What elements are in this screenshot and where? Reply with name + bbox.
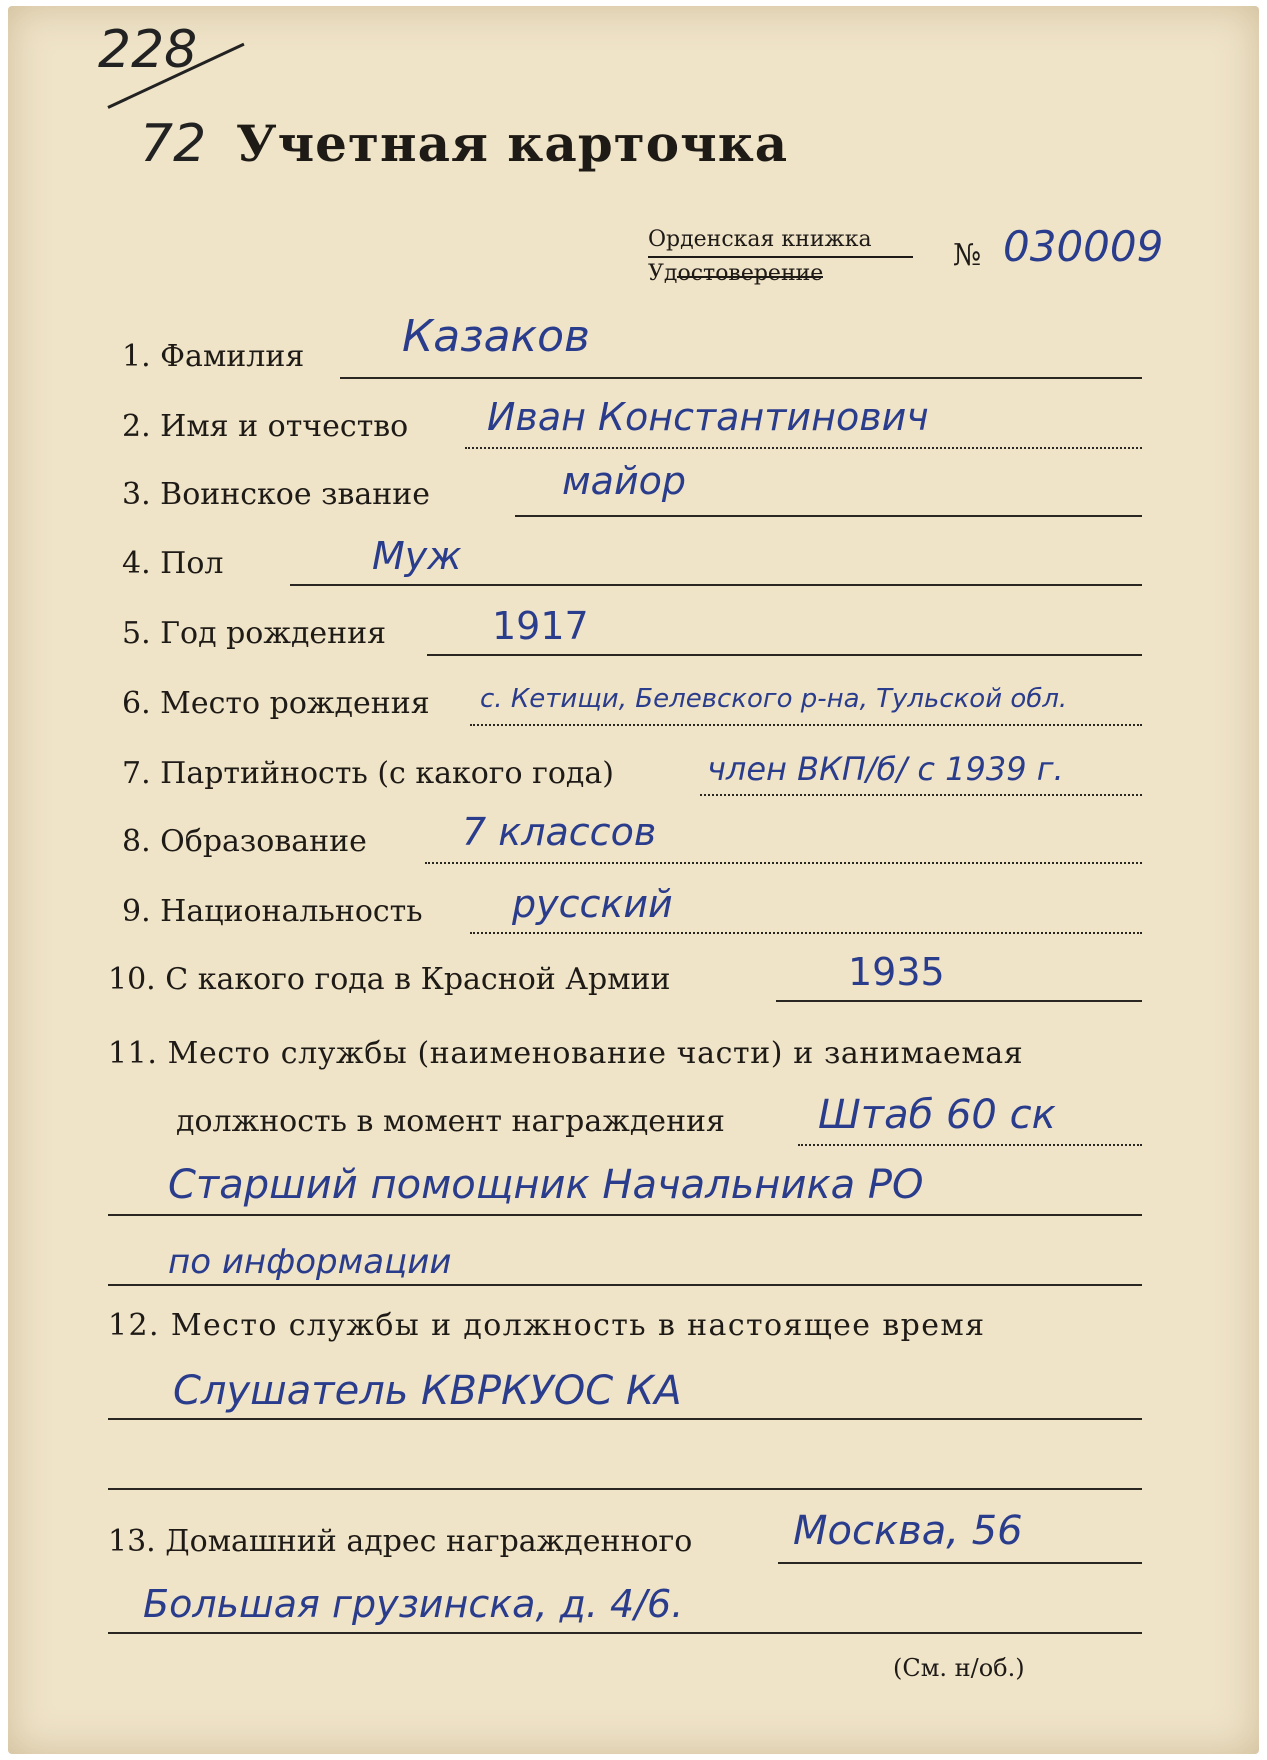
field-line xyxy=(515,515,1142,517)
field11-value-line3: по информации xyxy=(168,1242,452,1282)
field-line xyxy=(340,377,1142,379)
field12-label: 12. Место службы и должность в настоящее время xyxy=(108,1308,986,1343)
field-line xyxy=(470,724,1142,726)
field-line xyxy=(700,794,1142,796)
field-line xyxy=(427,654,1142,656)
field-party: 7. Партийность (с какого года) член ВКП/б/ с 1939 г. xyxy=(122,748,1142,808)
field-line xyxy=(425,862,1142,864)
field-army-since: 10. С какого года в Красной Армии 1935 xyxy=(108,954,1142,1014)
card-title: Учетная карточка xyxy=(236,114,789,173)
corner-number-bottom: 72 xyxy=(140,114,207,174)
field-value: 1935 xyxy=(848,950,945,994)
field-value: 1917 xyxy=(492,604,589,648)
field11-line3 xyxy=(108,1284,1142,1286)
field-birthplace: 6. Место рождения с. Кетищи, Белевского р-на, Тульской обл. xyxy=(122,678,1142,738)
doc-type-order-book: Орденская книжка xyxy=(648,224,913,258)
field12-line2 xyxy=(108,1488,1142,1490)
field11-line1 xyxy=(798,1144,1142,1146)
field12-value: Слушатель КВРКУОС КА xyxy=(173,1368,682,1414)
field-surname: 1. Фамилия Казаков xyxy=(122,331,1142,391)
field-value: русский xyxy=(512,882,673,926)
field-birth-year: 5. Год рождения 1917 xyxy=(122,608,1142,668)
field-value: майор xyxy=(562,459,687,503)
field11-label-line2: должность в момент награждения xyxy=(176,1104,725,1139)
field13-line2 xyxy=(108,1632,1142,1634)
corner-number-top: 228 xyxy=(98,20,198,80)
doc-type-certificate: Удостоверение xyxy=(648,261,824,286)
field-value: с. Кетищи, Белевского р-на, Тульской обл. xyxy=(480,684,1068,714)
field-value: Иван Константинович xyxy=(487,395,929,439)
field11-line2 xyxy=(108,1214,1142,1216)
award-record-card xyxy=(8,6,1259,1754)
field-education: 8. Образование 7 классов xyxy=(122,816,1142,876)
field-line xyxy=(465,447,1142,449)
number-sign: № xyxy=(953,238,982,273)
field13-line1 xyxy=(778,1562,1142,1564)
document-type xyxy=(648,224,913,290)
field12-line1 xyxy=(108,1418,1142,1420)
field-value: Казаков xyxy=(402,311,590,362)
field-line xyxy=(776,1000,1142,1002)
field-value: член ВКП/б/ с 1939 г. xyxy=(707,750,1064,788)
field-nationality: 9. Национальность русский xyxy=(122,886,1142,946)
field-rank: 3. Воинское звание майор xyxy=(122,469,1142,529)
footer-note: (См. н/об.) xyxy=(893,1654,1025,1682)
field-name-patronymic: 2. Имя и отчество Иван Константинович xyxy=(122,401,1142,461)
field13-value-line1: Москва, 56 xyxy=(793,1508,1023,1554)
field13-label: 13. Домашний адрес награжденного xyxy=(108,1524,693,1559)
field11-value-line2: Старший помощник Начальника РО xyxy=(168,1162,924,1208)
field-sex: 4. Пол Муж xyxy=(122,538,1142,598)
field11-label-line1: 11. Место службы (наименование части) и занимаемая xyxy=(108,1036,1024,1071)
document-number: 030009 xyxy=(1003,222,1164,271)
field-line xyxy=(290,584,1142,586)
field13-value-line2: Большая грузинска, д. 4/6. xyxy=(143,1582,684,1626)
field-value: Муж xyxy=(372,534,462,578)
field11-value-line1: Штаб 60 ск xyxy=(818,1092,1056,1138)
field-line xyxy=(470,932,1142,934)
field-value: 7 классов xyxy=(462,810,657,854)
